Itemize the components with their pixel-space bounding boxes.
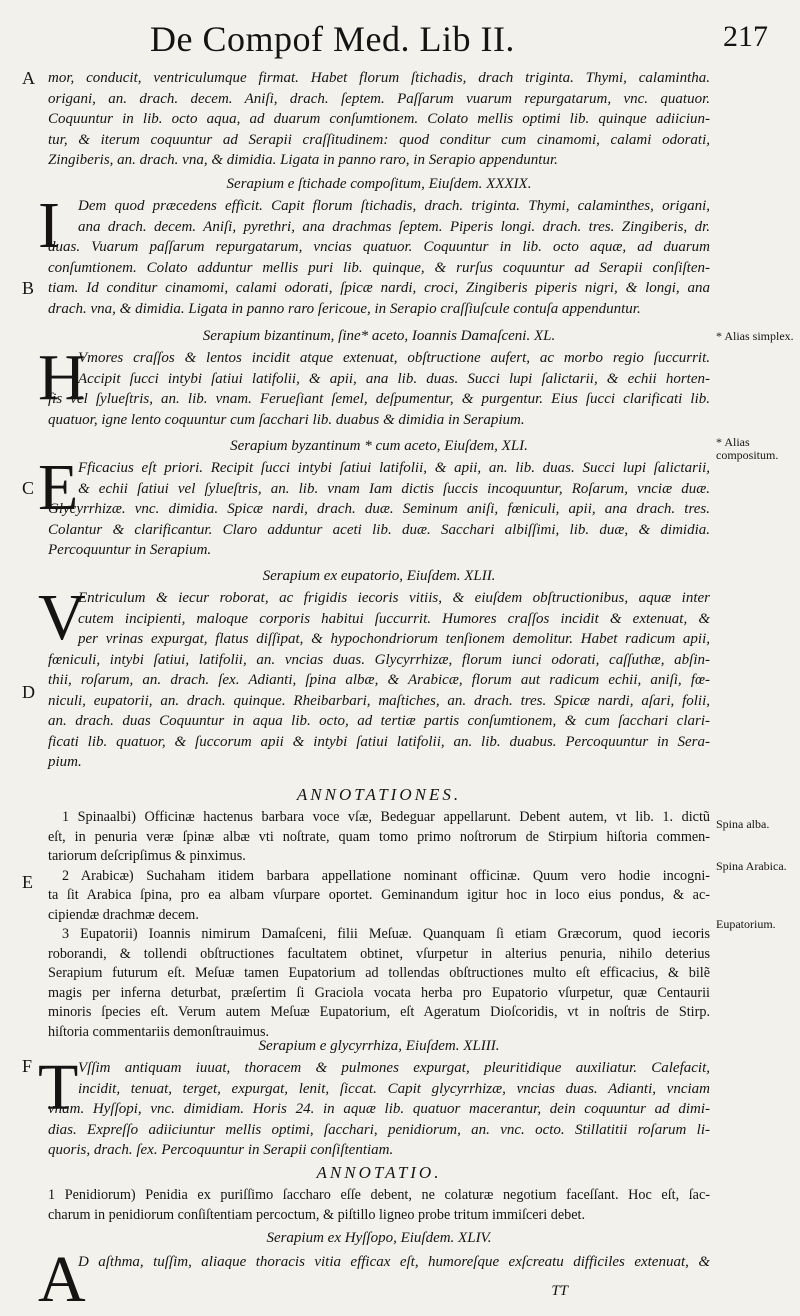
text-line: magis per inferna deturbat, præſertim ſi Graciola vocata herba pro Eupatorio vſurpetur, quæ Centaurii <box>48 984 710 1001</box>
text-line: Vſſim antiquam iuuat, thoracem & pulmones expurgat, pleuritidique auxiliatur. Calefacit, <box>78 1060 710 1076</box>
side-note-spina-arabica: Spina Arabica. <box>716 859 787 873</box>
text-line: per vrinas expurgat, flatus diſſipat, & hypochondriorum tenſionem demolitur. Habet radicum apii, <box>78 631 710 647</box>
text-line: cipiendæ drachmæ decem. <box>48 906 199 923</box>
section-heading: Serapium ex eupatorio, Eiuſdem. XLII. <box>262 568 496 584</box>
text-line: mor, conducit, ventriculumque firmat. Habet florum ſtichadis, drach triginta. Thymi, calamintha. <box>48 70 710 86</box>
text-line: niculi, eupatorii, an. drach. quinque. Rheibarbari, maſtiches, an. drach. tres. Spicæ nardi, aſari, folii, <box>48 692 710 709</box>
annotations-heading: ANNOTATIONES. <box>296 785 462 804</box>
text-line: Glycyrrhizæ. vnc. dimidia. Spicæ nardi, drach. duæ. Seminum aniſi, fœniculi, apii, ana drach. tres. <box>48 501 710 517</box>
page-number: 217 <box>723 20 768 53</box>
text-line: eſt, in penuria veræ ſpinæ albæ vti noſtrate, quam tomo primo noſtrorum de Stirpium hiſtoria commen- <box>48 828 710 845</box>
text-line: dias. Expreſſo adiiciuntur mellis optimi, ſacchari, penidiorum, an. vnc. octo. Stillatitii roſarum li- <box>48 1121 710 1138</box>
drop-cap: E <box>38 451 79 524</box>
section-heading: Serapium e glycyrrhiza, Eiuſdem. XLIII. <box>258 1038 500 1054</box>
drop-cap: A <box>38 1243 86 1316</box>
text-line: pium. <box>48 754 82 770</box>
catchword: TT <box>551 1283 568 1299</box>
section-body <box>48 196 710 319</box>
text-line: cutem incipienti, maloque corporis habitui ſuccurrit. Humores craſſos incidit & extenuat, & <box>78 610 710 627</box>
margin-letter-e: E <box>22 872 33 892</box>
text-line: 3 Eupatorii) Ioannis nimirum Damaſceni, filii Meſuæ. Quanquam ſi etiam Græcorum, quod iecoris <box>62 926 710 942</box>
text-line: 1 Penidiorum) Penidia ex puriſſimo ſaccharo eſſe debent, ne colaturæ negotium faceſſant. Hoc eſt, ſac- <box>48 1187 710 1203</box>
text-line: roborandi, & tollendi obſtructiones facultatem obtinet, vſurpetur in alterius penuria, nihilo deterius <box>48 945 710 962</box>
text-line: Vmores craſſos & lentos incidit atque extenuat, obſtructione aufert, ac morbo regio ſuccurrit. <box>78 350 710 366</box>
text-line: ta ſit Arabica ſpina, pro ea albam vſurpare oportet. Geminandum igitur hoc in loco eius pondus, & ac- <box>48 887 710 903</box>
text-line: ſis vel ſylueſtris, an. lib. vnam. Ferueſiant ſemel, deſpumentur, & purgentur. Eius ſucci clarificati lib. <box>48 391 710 407</box>
section-heading: Serapium bizantinum, ſine* aceto, Ioannis Damaſceni. XL. <box>202 328 556 344</box>
margin-letter-a: A <box>22 68 35 88</box>
drop-cap: V <box>38 581 86 654</box>
text-line: conſumtionem. Colato adduntur mellis puri lib. quinque, & rurſus coquuntur ad Serapii conſiſten- <box>48 259 710 276</box>
section-body <box>48 1058 710 1161</box>
text-line: Percoquuntur in Serapium. <box>48 542 212 558</box>
section-heading: Serapium byzantinum * cum aceto, Eiuſdem, XLI. <box>230 438 528 454</box>
annotations-body <box>48 808 710 1042</box>
page-header <box>0 12 800 62</box>
section-heading: Serapium e ſtichade compoſitum, Eiuſdem. XXXIX. <box>226 176 532 192</box>
text-line: thii, roſarum, an. drach. ſex. Adianti, ſpina albæ, & Arabicæ, florum aut radicum echii, aniſi, fœ- <box>48 672 710 688</box>
text-line: quoris, drach. ſex. Percoquuntur in Serapii conſiſtentiam. <box>48 1142 394 1158</box>
running-title: De Compof Med. Lib II. <box>150 19 515 59</box>
text-line: minoris ſpecies eſt. Verum autem Meſuæ Eupatorium, eſt Ageratum Dioſcoridis, vt in noſtris de Stirp. <box>48 1004 710 1020</box>
text-line: Serapium futurum eſt. Meſuæ tamen Eupatorium ad tollendas obſtructiones multo eſt efficacius, & bilẽ <box>48 965 710 981</box>
drop-cap: H <box>38 341 86 414</box>
margin-letter-b: B <box>22 278 35 298</box>
section-heading: Serapium ex Hyſſopo, Eiuſdem. XLIV. <box>266 1230 492 1246</box>
text-line: Zingiberis, an. drach. vna, & dimidia. Ligata in panno raro, in Serapio appenduntur. <box>48 152 558 168</box>
text-line: ficati lib. quatuor, & ſuccorum apii & intybi ſatiui latifolii, an. lib. duabus. Percoquuntur in Sera- <box>48 733 710 750</box>
drop-cap: T <box>38 1051 79 1124</box>
text-line: D aſthma, tuſſim, aliaque thoracis vitia efficax eſt, humoreſque exſcreatu difficiles extenuat, & <box>78 1254 710 1270</box>
text-line: charum in penidiorum conſiſtentiam percoctum, & piſtillo ligneo probe tritum immiſceri debet. <box>48 1206 586 1223</box>
text-line: tariorum deſcripſimus & pinximus. <box>48 848 246 864</box>
text-line: fœniculi, intybi ſatiui, latifolii, an. vncias duas. Glycyrrhizæ, florum iunci odorati, caſſuthæ, abſin- <box>48 651 710 668</box>
text-line: hiſtoria commentariis demonſtrauimus. <box>48 1023 270 1040</box>
text-line: Fficacius eſt priori. Recipit ſucci intybi ſatiui latifolii, & apii, an. lib. duas. Succi lupi ſalictarii, <box>78 460 710 476</box>
margin-letter-d: D <box>22 682 35 702</box>
text-line: duas. Vuarum paſſarum repurgatarum, vncias quatuor. Coquuntur in lib. octo aquæ, ad duarum <box>48 239 710 255</box>
text-line: tiam. Id conditur cinamomi, calami odorati, ſpicæ nardi, croci, Zingiberis piperis nigri, & longi, ana <box>48 280 710 296</box>
text-line: Entriculum & iecur roborat, ac frigidis iecoris vitiis, & eiuſdem obſtructionibus, aquæ inter <box>78 590 710 606</box>
text-line: Coquuntur in lib. octo aqua, ad duarum conſumtionem. Colato mellis optimi lib. quinque adiiciun- <box>48 111 710 127</box>
annotation-heading: ANNOTATIO. <box>316 1163 442 1182</box>
text-line: & echii ſatiui vel ſylueſtris, an. lib. vnam Iam dictis ſuccis incoquuntur, Roſarum, vnciæ duæ. <box>78 480 710 497</box>
section-body <box>48 458 710 561</box>
annotation-body <box>48 1186 710 1225</box>
text-line: Accipit ſucci intybi ſatiui latifolii, & apii, ana lib. duas. Succi lupi ſalictarii, & echii horten- <box>78 370 710 387</box>
text-line: an. drach. duas Coquuntur in aqua lib. octo, ad tertiæ partis conſumtionem, & cum ſacchari clari- <box>48 713 710 729</box>
margin-letter-c: C <box>22 478 35 498</box>
margin-letter-f: F <box>22 1056 33 1076</box>
text-line: 1 Spinaalbi) Officinæ hactenus barbara voce vſæ, Bedeguar appellarunt. Debent autem, vt lib. 1. dictũ <box>62 809 710 825</box>
section-body <box>48 588 710 773</box>
side-note-spina-alba: Spina alba. <box>716 817 770 831</box>
text-line: Dem quod præcedens efficit. Capit florum ſtichadis, drach. triginta. Thymi, calaminthes, origani, <box>78 198 710 214</box>
section-body <box>48 348 710 430</box>
drop-cap: I <box>38 189 60 262</box>
side-note-eupatorium: Eupatorium. <box>716 917 776 931</box>
text-line: quatuor, igne lento coquuntur cum ſacchari lib. duabus & dimidia in Serapium. <box>48 411 525 428</box>
side-note-alias-compositum: * Alias compositum. <box>716 435 779 462</box>
text-line: Colantur & clarificantur. Claro adduntur aceti lib. duæ. Sacchari albiſſimi, lib. duæ, & dimidia. <box>48 521 710 538</box>
section-body <box>48 1252 710 1273</box>
text-line: 2 Arabicæ) Suchaham itidem barbara appellatione nominant officinæ. Quum vero hodie incogni- <box>62 867 710 884</box>
text-line: vnam. Hyſſopi, vnc. dimidiam. Horis 24. in aquæ lib. quatuor macerantur, dein coquuntur ad dimi- <box>48 1101 710 1117</box>
text-line: incidit, tenuat, terget, expurgat, lenit, ſiccat. Capit glycyrrhizæ, vncias duas. Adianti, vnciam <box>78 1080 710 1097</box>
side-note-alias-simplex: * Alias simplex. <box>716 329 794 343</box>
text-line: origani, an. drach. decem. Aniſi, drach. ſeptem. Paſſarum vuarum repurgatarum, vnc. quatuor. <box>48 90 710 107</box>
text-line: ana drach. decem. Aniſi, pyrethri, ana drachmas ſeptem. Piperis longi. drach. tres. Zingiberis, dr. <box>78 218 710 235</box>
section-continuation <box>48 68 710 171</box>
text-line: tur, & iterum coquuntur ad Serapii craſſitudinem: quod conditur cum cinamomi, calami odorati, <box>48 131 710 148</box>
text-line: drach. vna, & dimidia. Ligata in panno raro ſericoue, in Serapio craſſiuſcule contuſa appenduntur. <box>48 300 641 317</box>
